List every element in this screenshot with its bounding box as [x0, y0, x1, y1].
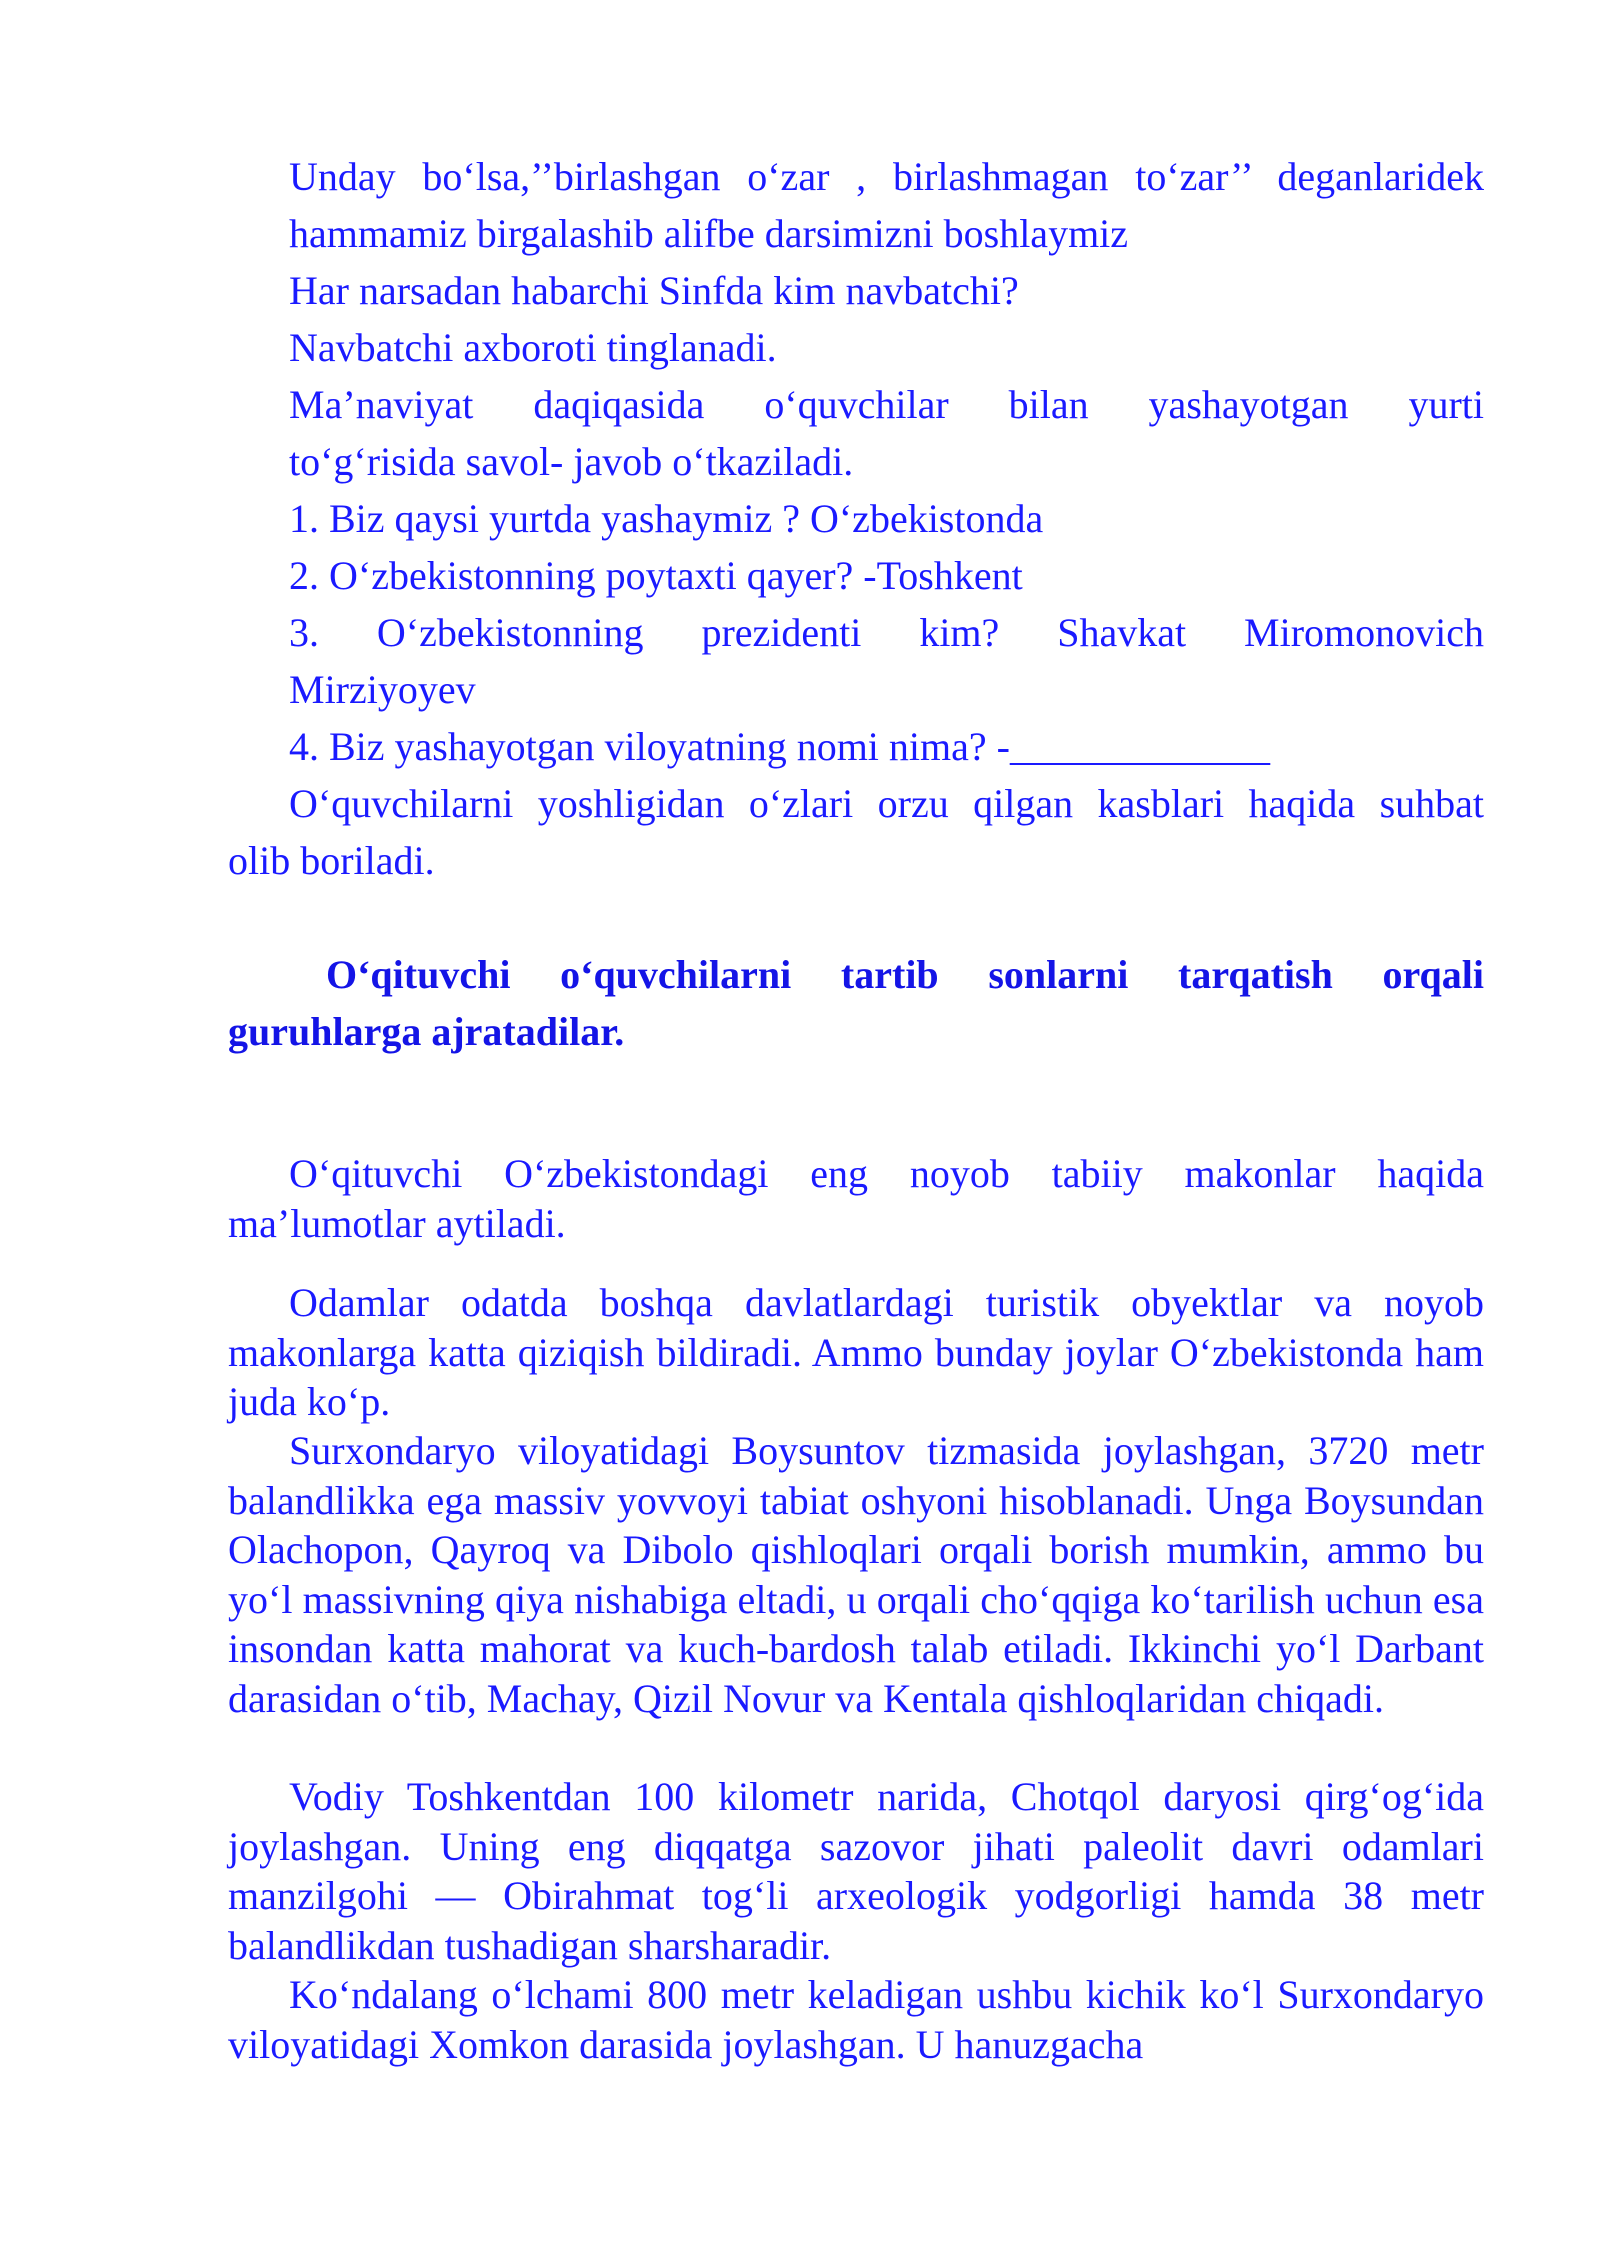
- text-line-1: Unday bo‘lsa,’’birlashgan o‘zar , birlashmagan to‘zar’’ deganlaridek: [289, 154, 1484, 199]
- paragraph-3: Surxondaryo viloyatidagi Boysuntov tizmasida joylashgan, 3720 metr balandlikka ega massiv yovvoyi tabiat oshyoni hisoblanadi. Unga Boysundan Olachopon, Qayroq va Dibolo qishloqlari orqali borish mumkin, ammo bu yo‘l massivning qiya nishabiga eltadi, u orqali cho‘qqiga ko‘tarilish uchun esa insondan katta mahorat va kuch-bardosh talab etiladi. Ikkinchi yo‘l Darbant darasidan o‘tib, Machay, Qizil Novur va Kentala qishloqlaridan chiqadi.: [228, 1428, 1484, 1721]
- text-line-3: Har narsadan habarchi Sinfda kim navbatchi?: [289, 268, 1019, 313]
- paragraph-1: O‘qituvchi O‘zbekistondagi eng noyob tabiiy makonlar haqida ma’lumotlar aytiladi.: [228, 1151, 1484, 1246]
- paragraph-4: Vodiy Toshkentdan 100 kilometr narida, Chotqol daryosi qirg‘og‘ida joylashgan. Uning eng diqqatga sazovor jihati paleolit davri odamlari manzilgohi — Obirahmat tog‘li arxeologik yodgorligi hamda 38 metr balandlikdan tushadigan sharsharadir.: [228, 1774, 1484, 1968]
- question-3-continued: Mirziyoyev: [289, 667, 476, 712]
- question-1: 1. Biz qaysi yurtda yashaymiz ? O‘zbekistonda: [289, 496, 1044, 541]
- paragraph-5: Ko‘ndalang o‘lchami 800 metr keladigan ushbu kichik ko‘l Surxondaryo viloyatidagi Xomkon darasida joylashgan. U hanuzgacha: [228, 1972, 1484, 2067]
- section-heading-continued: guruhlarga ajratadilar.: [228, 1009, 625, 1054]
- question-2: 2. O‘zbekistonning poytaxti qayer? -Toshkent: [289, 553, 1023, 598]
- text-line-4: Navbatchi axboroti tinglanadi.: [289, 325, 777, 370]
- text-line-13: olib boriladi.: [228, 838, 435, 883]
- question-4: 4. Biz yashayotgan viloyatning nomi nima? -_____________: [289, 724, 1270, 769]
- paragraph-2: Odamlar odatda boshqa davlatlardagi turistik obyektlar va noyob makonlarga katta qiziqish bildiradi. Ammo bunday joylar O‘zbekistonda ham juda ko‘p.: [228, 1280, 1484, 1424]
- section-heading: O‘qituvchi o‘quvchilarni tartib sonlarni tarqatish orqali: [326, 952, 1484, 997]
- text-line-5: Ma’naviyat daqiqasida o‘quvchilar bilan yashayotgan yurti: [289, 382, 1484, 427]
- text-line-6: to‘g‘risida savol- javob o‘tkaziladi.: [289, 439, 854, 484]
- question-3: 3. O‘zbekistonning prezidenti kim? Shavkat Miromonovich: [289, 610, 1484, 655]
- text-line-2: hammamiz birgalashib alifbe darsimizni boshlaymiz: [289, 211, 1129, 256]
- text-line-12: O‘quvchilarni yoshligidan o‘zlari orzu qilgan kasblari haqida suhbat: [289, 781, 1484, 826]
